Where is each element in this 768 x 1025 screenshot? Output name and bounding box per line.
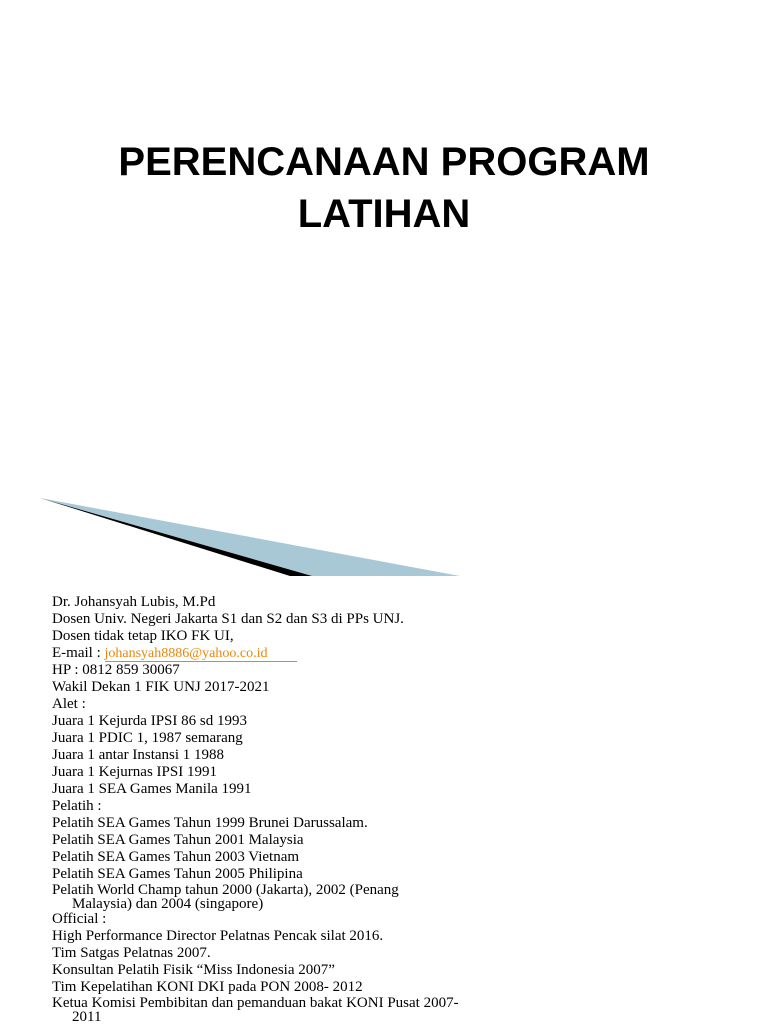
list-item-komisi: Ketua Komisi Pembibitan dan pemanduan bakat KONI Pusat 2007-2011 <box>52 995 459 1025</box>
decorative-wedge <box>40 496 460 580</box>
bio-section <box>52 594 752 1024</box>
list-item: Konsultan Pelatih Fisik “Miss Indonesia 2007” <box>52 962 335 978</box>
list-item: Pelatih SEA Games Tahun 2005 Philipina <box>52 866 303 882</box>
list-item: Juara 1 antar Instansi 1 1988 <box>52 747 225 763</box>
list-item-world-champ: Pelatih World Champ tahun 2000 (Jakarta), 2002 (Penang Malaysia) dan 2004 (singapore) <box>52 882 399 912</box>
wedge-light-shape <box>40 498 460 576</box>
list-item: Tim Kepelatihan KONI DKI pada PON 2008- 2012 <box>52 979 363 995</box>
list-item: Tim Satgas Pelatnas 2007. <box>52 945 211 961</box>
bio-hp: HP : 0812 859 30067 <box>52 662 180 678</box>
atlet-heading: Alet : <box>52 696 86 712</box>
list-item: Pelatih SEA Games Tahun 2003 Vietnam <box>52 849 300 865</box>
bio-wakil-dekan: Wakil Dekan 1 FIK UNJ 2017-2021 <box>52 679 270 695</box>
pelatih-heading: Pelatih : <box>52 798 102 814</box>
email-link[interactable]: johansyah8886@yahoo.co.id <box>105 646 298 662</box>
list-item: Juara 1 Kejurnas IPSI 1991 <box>52 764 217 780</box>
title-line-1: PERENCANAAN PROGRAM <box>118 140 650 184</box>
list-item: High Performance Director Pelatnas Pencak silat 2016. <box>52 928 384 944</box>
slide-title <box>0 136 768 240</box>
list-item: Juara 1 SEA Games Manila 1991 <box>52 781 252 797</box>
list-item: Juara 1 Kejurda IPSI 86 sd 1993 <box>52 713 247 729</box>
bio-name: Dr. Johansyah Lubis, M.Pd <box>52 594 216 610</box>
list-item: Pelatih SEA Games Tahun 1999 Brunei Darussalam. <box>52 815 368 831</box>
list-item: Juara 1 PDIC 1, 1987 semarang <box>52 730 243 746</box>
list-item: Pelatih SEA Games Tahun 2001 Malaysia <box>52 832 304 848</box>
bio-dosen-tidak-tetap: Dosen tidak tetap IKO FK UI, <box>52 628 234 644</box>
email-label: E-mail : <box>52 645 105 661</box>
title-line-2: LATIHAN <box>297 192 471 236</box>
official-heading: Official : <box>52 911 107 927</box>
bio-dosen: Dosen Univ. Negeri Jakarta S1 dan S2 dan S3 di PPs UNJ. <box>52 611 404 627</box>
bio-email-row <box>52 645 752 662</box>
